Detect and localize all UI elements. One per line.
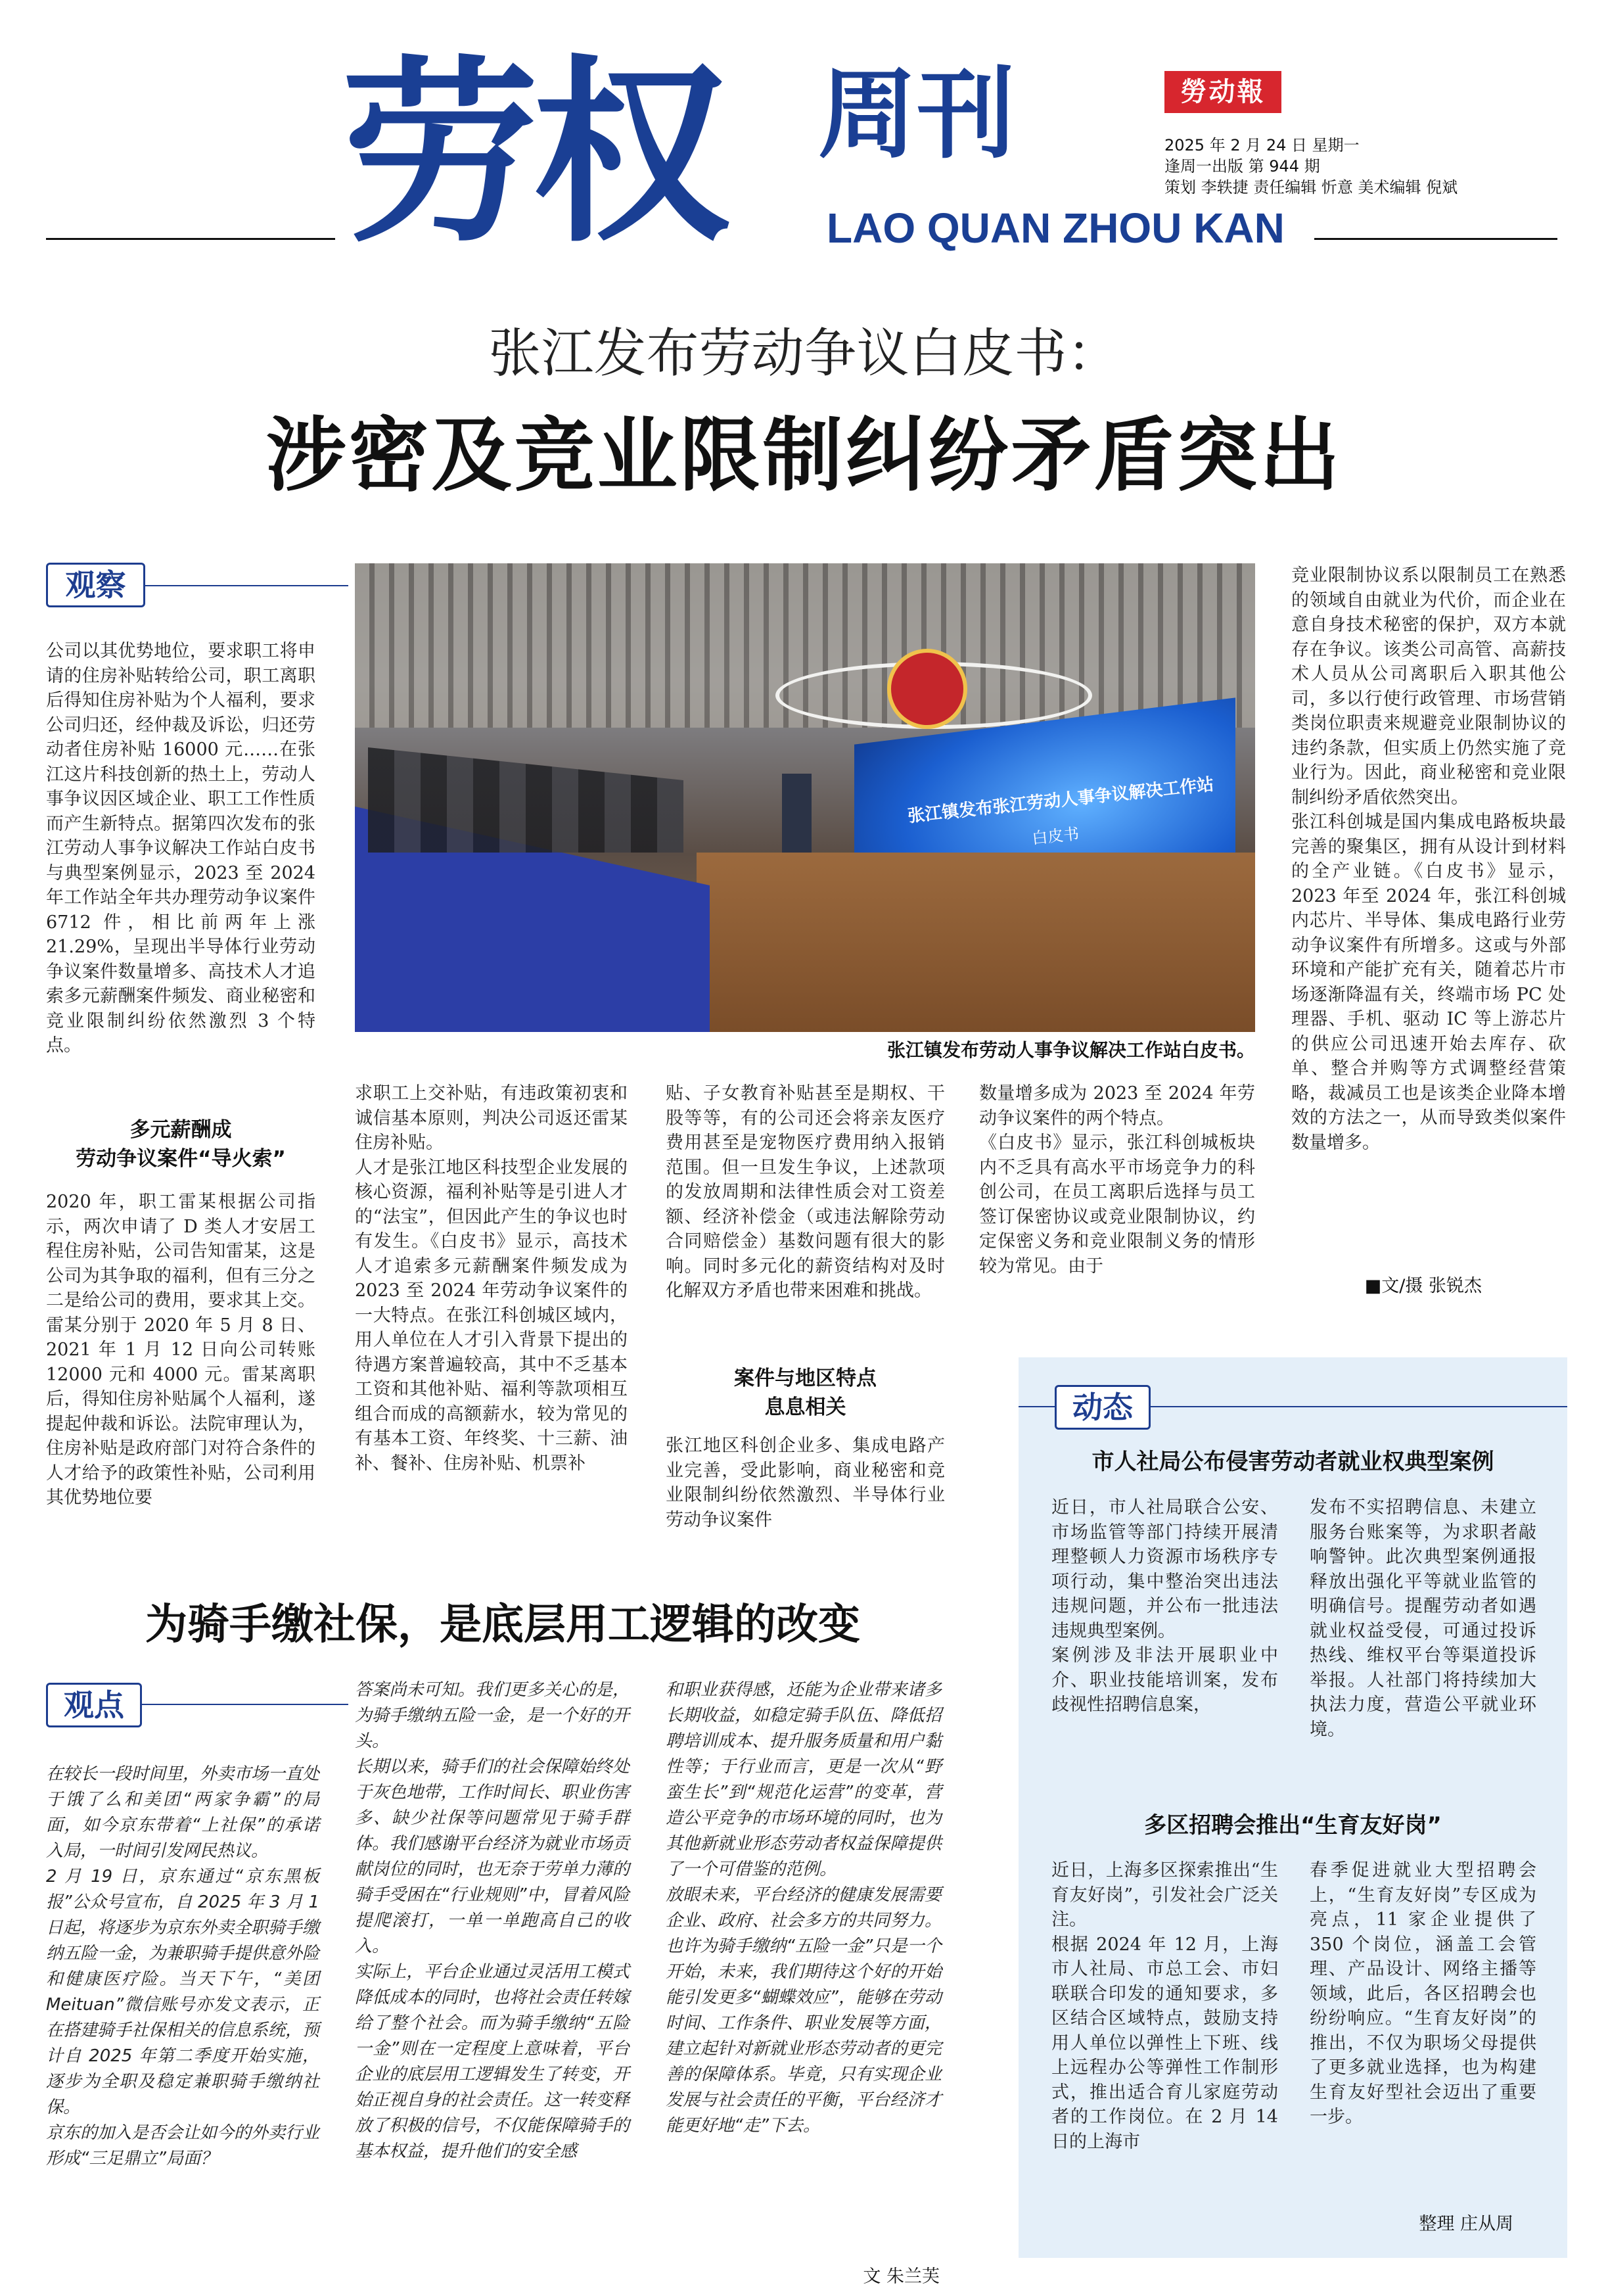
opinion-byline: 文 朱兰芙	[863, 2266, 940, 2287]
lead-column-3-text-2: 张江地区科创企业多、集成电路产业完善，受此影响，商业秘密和竞业限制纠纷依然激烈、半导体行业劳动争议案件	[666, 1436, 945, 1530]
news-item-1-col-2: 发布不实招聘信息、未建立服务台账案等，为求职者敲响警钟。此次典型案例通报释放出强化平等就业监管的明确信号。提醒劳动者如遇就业权益受侵，可通过投诉热线、维权平台等渠道投诉举报。人社部门将持续加大执法力度，营造公平就业环境。	[1310, 1497, 1536, 1740]
opinion-column-3-text: 和职业获得感，还能为企业带来诸多长期收益，如稳定骑手队伍、降低招聘培训成本、提升服务质量和用户黏性等；于行业而言，更是一次从“野蛮生长”到“规范化运营”的变革，营造公平竞争的市场环境的同时，也为其他新就业形态劳动者权益保障提供了一个可借鉴的范例。 放眼未来，平台经济的健康发展需要企业、政府、社会多方的共同努力。也许为骑手缴纳“五险一金”只是一个开始，未来，我们期待这个好的开始能引发更多“蝴蝶效应”，能够在劳动时间、工作条件、职业发展等方面，建立起针对新就业形态劳动者的更完善的保障体系。毕竟，只有实现企业发展与社会责任的平衡，平台经济才能更好地“走”下去。	[666, 1680, 942, 2136]
lead-subhead-1: 多元薪酬成 劳动争议案件“导火索”	[76, 1118, 286, 1171]
issue-number: 逢周一出版 第 944 期	[1164, 157, 1320, 176]
masthead	[0, 0, 1608, 269]
opinion-headline: 为骑手缴社保，是底层用工逻辑的改变	[145, 1601, 860, 1649]
news-item-2-col-1: 近日，上海多区探索推出“生育友好岗”，引发社会广泛关注。 根据 2024 年 12 月，上海市人社局、市总工会、市妇联联合印发的通知要求，多区结合区域特点，鼓励支持用人单位以弹性上下班、线上远程办公等弹性工作制形式，推出适合育儿家庭劳动者的工作岗位。在 2 月 14 日的上海市	[1051, 1860, 1278, 2152]
lead-kicker: 张江发布劳动争议白皮书：	[488, 323, 1120, 384]
lead-column-2-text: 求职工上交补贴，有违政策初衷和诚信基本原则，判决公司返还雷某住房补贴。 人才是张江地区科技型企业发展的核心资源，福利补贴等是引进人才的“法宝”，但因此产生的争议也时有发生。《白皮书》显示，高技术人才追索多元薪酬案件频发成为 2023 至 2024 年劳动争议案件的一大特点。在张江科创城区域内，用人单位在人才引入背景下提出的待遇方案普遍较高，其中不乏基本工资和其他补贴、福利等款项相互组合而成的高额薪水，较为常见的有基本工资、年终奖、十三薪、油补、餐补、住房补贴、机票补	[355, 1083, 628, 1474]
masthead-rule-right	[1314, 238, 1557, 240]
lead-column-3-text: 贴、子女教育补贴甚至是期权、干股等等，有的公司还会将亲友医疗费用甚至是宠物医疗费用纳入报销范围。但一旦发生争议，上述款项的发放周期和法律性质会对工资差额、经济补偿金（或违法解除劳动合同赔偿金）基数问题有很大的影响。同时多元化的薪资结构对及时化解双方矛盾也带来困难和挑战。	[666, 1083, 945, 1301]
opinion-column-2-text: 答案尚未可知。我们更多关心的是，为骑手缴纳五险一金，是一个好的开头。 长期以来，骑手们的社会保障始终处于灰色地带，工作时间长、职业伤害多、缺少社保等问题常见于骑手群体。我们感谢平台经济为就业市场贡献岗位的同时，也无奈于劳单力薄的骑手受困在“行业规则”中，冒着风险提爬滚打，一单一单跑高自己的收入。 实际上，平台企业通过灵活用工模式降低成本的同时，也将社会责任转嫁给了整个社会。而为骑手缴纳“五险一金”则在一定程度上意味着，平台企业的底层用工逻辑发生了转变，开始正视自身的社会责任。这一转变释放了积极的信号，不仅能保障骑手的基本权益，提升他们的安全感	[355, 1680, 630, 2161]
photo-screen-text: 张江镇发布张江劳动人事争议解决工作站	[906, 774, 1215, 827]
masthead-pinyin: LAO QUAN ZHOU KAN	[827, 204, 1285, 252]
opinion-column-1-text: 在较长一段时间里，外卖市场一直处于饿了么和美团“两家争霸”的局面，如今京东带着“上社保”的承诺入局，一时间引发网民热议。 2 月 19 日，京东通过“京东黑板报”公众号宣布，自 2025 年 3 月 1 日起，将逐步为京东外卖全职骑手缴纳五险一金，为兼职骑手提供意外险和健康医疗险。当天下午，“美团 Meituan”微信账号亦发文表示，正在搭建骑手社保相关的信息系统，预计自 2025 年第二季度开始实施，逐步为全职及稳定兼职骑手缴纳社保。 京东的加入是否会让如今的外卖行业形成“三足鼎立”局面？	[46, 1764, 320, 2168]
photo-emblem	[887, 649, 967, 729]
photo-screen-subtext: 白皮书	[1030, 824, 1080, 848]
news-item-1-col-1: 近日，市人社局联合公安、市场监管等部门持续开展清理整顿人力资源市场秩序专项行动，集中整治突出违法违规问题，并公布一批违法违规典型案例。 案例涉及非法开展职业中介、职业技能培训案，发布歧视性招聘信息案，	[1051, 1497, 1278, 1715]
photo-floor	[697, 853, 1255, 1032]
news-box	[1019, 1357, 1567, 2258]
masthead-title-big: 劳权	[342, 39, 723, 269]
photo-audience	[368, 721, 683, 853]
masthead-title-small: 周刊	[818, 58, 1016, 172]
news-item-1-title: 市人社局公布侵害劳动者就业权典型案例	[1091, 1449, 1494, 1475]
lead-column-1-text: 公司以其优势地位，要求职工将申请的住房补贴转给公司，职工离职后得知住房补贴为个人福利，要求公司归还，经仲裁及诉讼，归还劳动者住房补贴 16000 元……在张江这片科技创新的热土上，劳动人事争议因区域企业、职工工作性质而产生新特点。据第四次发布的张江劳动人事争议解决工作站白皮书与典型案例显示，2023 至 2024 年工作站全年共办理劳动争议案件 6712 件，相比前两年上涨 21.29%，呈现出半导体行业劳动争议案件数量增多、高技术人才追索多元薪酬案件频发、商业秘密和竞业限制纠纷依然激烈 3 个特点。	[46, 641, 315, 1056]
section-tag-news: 动态	[1055, 1385, 1151, 1430]
lead-subhead-2: 案件与地区特点 息息相关	[734, 1367, 877, 1419]
lead-column-1-text-2: 2020 年，职工雷某根据公司指示，两次申请了 D 类人才安居工程住房补贴，公司告知雷某，这是公司为其争取的福利，但有三分之二是给公司的费用，要求其上交。雷某分别于 2020 年 5 月 8 日、2021 年 1 月 12 日向公司转账 12000 元和 4000 元。雷某离职后，得知住房补贴属个人福利，遂提起仲裁和诉讼。法院审理认为，住房补贴是政府部门对符合条件的人才给予的政策性补贴，公司利用其优势地位要	[46, 1192, 315, 1508]
masthead-rule-left	[46, 238, 335, 240]
lead-headline: 涉密及竞业限制纠纷矛盾突出	[265, 409, 1343, 502]
news-item-2-col-2: 春季促进就业大型招聘会上，“生育友好岗”专区成为亮点，11 家企业提供了 350 个岗位，涵盖工会管理、产品设计、网络主播等领域，此后，各区招聘会也纷纷响应。“生育友好岗”的推出，不仅为职场父母提供了更多就业选择，也为构建生育友好型社会迈出了重要一步。	[1310, 1860, 1536, 2127]
photo-caption: 张江镇发布劳动人事争议解决工作站白皮书。	[886, 1039, 1255, 1061]
section-tag-observe: 观察	[46, 563, 145, 607]
news-item-2-title: 多区招聘会推出“生育友好岗”	[1144, 1812, 1442, 1839]
editorial-staff: 策划 李轶捷 责任编辑 忻意 美术编辑 倪斌	[1164, 178, 1458, 197]
newspaper-logo: 勞动報	[1164, 71, 1281, 113]
lead-photo	[355, 563, 1255, 1032]
news-byline: 整理 庄从周	[1419, 2214, 1513, 2234]
lead-column-5-text: 竞业限制协议系以限制员工在熟悉的领域自由就业为代价，而企业在意自身技术秘密的保护，双方本就存在争议。该类公司高管、高薪技术人员从公司离职后入职其他公司，多以行使行政管理、市场营销类岗位职责来规避竞业限制协议的违约条款，但实质上仍然实施了竞业行为。因此，商业秘密和竞业限制纠纷矛盾依然突出。 张江科创城是国内集成电路板块最完善的聚集区，拥有从设计到材料的全产业链。《白皮书》显示，2023 年至 2024 年，张江科创城内芯片、半导体、集成电路行业劳动争议案件有所增多。这或与外部环境和产能扩充有关，随着芯片市场逐渐降温有关，终端市场 PC 处理器、手机、驱动 IC 等上游芯片的供应公司迅速开始去库存、砍单、整合并购等方式调整经营策略，裁减员工也是该类企业降本增效的方法之一，从而导致类似案件数量增多。	[1291, 565, 1566, 1153]
lead-byline: ■文/摄 张锐杰	[1364, 1276, 1482, 1296]
lead-column-4-text: 数量增多成为 2023 至 2024 年劳动争议案件的两个特点。 《白皮书》显示，张江科创城板块内不乏具有高水平市场竞争力的科创公司，在员工离职后选择与员工签订保密协议或竞业限制协议，约定保密义务和竞业限制义务的情形较为常见。由于	[979, 1083, 1255, 1277]
section-tag-opinion: 观点	[46, 1683, 142, 1727]
issue-date: 2025 年 2 月 24 日 星期一	[1164, 136, 1360, 154]
